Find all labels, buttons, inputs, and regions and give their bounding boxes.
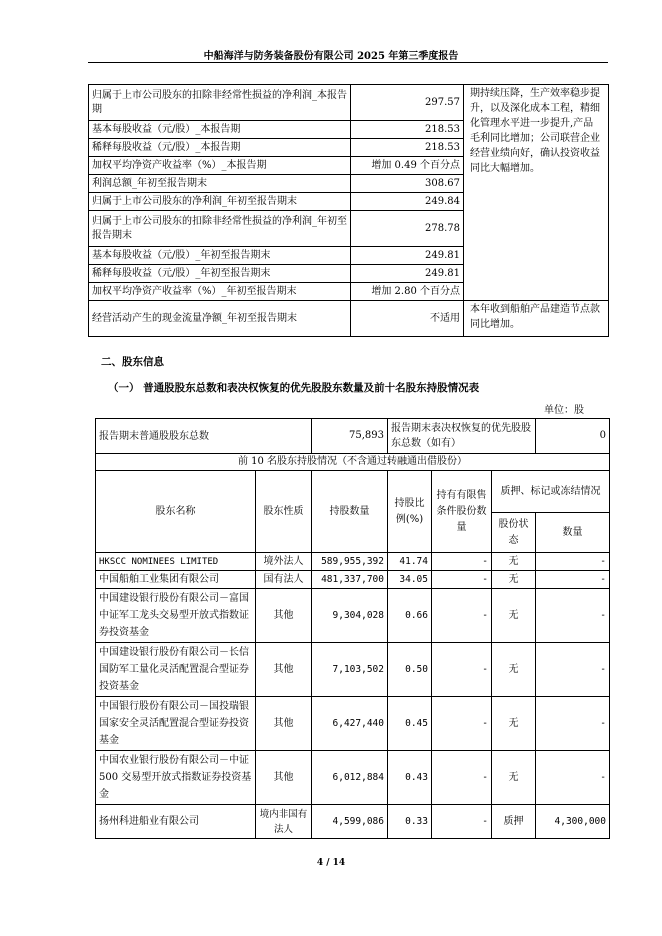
total-holders-label: 报告期末普通股股东总数 [96,419,312,454]
indicator-value: 218.53 [351,121,464,139]
holder-shares: 9,304,028 [312,589,388,643]
header-shares: 持股数量 [312,471,388,553]
table-row [96,643,610,697]
header-pledge: 质押、标记或冻结情况 [492,471,610,513]
section-title: 二、股东信息 [101,356,164,368]
indicator-value: 278.78 [351,211,464,247]
holder-name: HKSCC NOMINEES LIMITED [96,553,256,571]
holder-qty: 4,300,000 [536,805,610,839]
holder-ratio: 0.45 [388,697,432,751]
holder-qty: - [536,643,610,697]
unit-label: 单位：股 [544,405,584,416]
preferred-holders-label: 报告期末表决权恢复的优先股股东总数（如有） [388,419,536,454]
holder-ratio: 0.66 [388,589,432,643]
holder-shares: 6,427,440 [312,697,388,751]
report-header: 中船海洋与防务装备股份有限公司 2025 年第三季度报告 [203,51,459,62]
total-holders-value: 75,893 [312,419,388,454]
holder-nature: 境内非国有法人 [256,805,312,839]
table-row [96,571,610,589]
holder-qty: - [536,589,610,643]
holder-name: 中国银行股份有限公司－国投瑞银国家安全灵活配置混合型证券投资基金 [96,697,256,751]
table-row [96,805,610,839]
holder-restricted: - [432,643,492,697]
table-row [96,751,610,805]
header-pledge-qty: 数量 [536,513,610,553]
holder-nature: 其他 [256,697,312,751]
holder-restricted: - [432,553,492,571]
indicator-label: 加权平均净资产收益率（%）_本报告期 [89,157,351,175]
holder-shares: 7,103,502 [312,643,388,697]
holder-qty: - [536,571,610,589]
financial-indicators-table [88,84,609,337]
holder-qty: - [536,751,610,805]
indicator-value: 249.81 [351,265,464,283]
header-divider [88,62,608,63]
holder-shares: 481,337,700 [312,571,388,589]
holder-qty: - [536,553,610,571]
change-reason-text: 本年收到船舶产品建造节点款同比增加。 [464,301,609,337]
shareholders-table [95,418,610,839]
holder-ratio: 0.50 [388,643,432,697]
holder-restricted: - [432,697,492,751]
holder-shares: 4,599,086 [312,805,388,839]
table-row [96,553,610,571]
indicator-label: 稀释每股收益（元/股）_本报告期 [89,139,351,157]
holder-status: 无 [492,697,536,751]
holder-name: 中国建设银行股份有限公司－长信国防军工量化灵活配置混合型证券投资基金 [96,643,256,697]
holder-ratio: 0.43 [388,751,432,805]
holder-name: 中国农业银行股份有限公司－中证 500 交易型开放式指数证券投资基金 [96,751,256,805]
holder-restricted: - [432,589,492,643]
indicator-label: 利润总额_年初至报告期末 [89,175,351,193]
holder-nature: 国有法人 [256,571,312,589]
holder-name: 中国建设银行股份有限公司－富国中证军工龙头交易型开放式指数证券投资基金 [96,589,256,643]
holder-status: 质押 [492,805,536,839]
indicator-label: 经营活动产生的现金流量净额_年初至报告期末 [89,301,351,337]
holder-nature: 其他 [256,643,312,697]
holder-status: 无 [492,589,536,643]
indicator-value: 249.81 [351,247,464,265]
holder-shares: 589,955,392 [312,553,388,571]
holder-qty: - [536,697,610,751]
indicator-label: 基本每股收益（元/股）_本报告期 [89,121,351,139]
holder-status: 无 [492,643,536,697]
indicator-label: 归属于上市公司股东的扣除非经常性损益的净利润_本报告期 [89,85,351,121]
header-holder-name: 股东名称 [96,471,256,553]
indicator-label: 归属于上市公司股东的净利润_年初至报告期末 [89,193,351,211]
indicator-value: 249.84 [351,193,464,211]
indicator-label: 归属于上市公司股东的扣除非经常性损益的净利润_年初至报告期末 [89,211,351,247]
section-subtitle: （一） 普通股股东总数和表决权恢复的优先股股东数量及前十名股东持股情况表 [108,382,480,394]
indicator-value: 增加 2.80 个百分点 [351,283,464,301]
holder-nature: 其他 [256,589,312,643]
indicator-value: 308.67 [351,175,464,193]
holder-name: 扬州科进船业有限公司 [96,805,256,839]
change-reason-text: 期持续压降，生产效率稳步提升，以及深化成本工程，精细化管理水平进一步提升,产品毛利同比增加；公司联营企业经营业绩向好，确认投资收益同比大幅增加。 [464,85,609,301]
table-row [96,589,610,643]
indicator-label: 加权平均净资产收益率（%）_年初至报告期末 [89,283,351,301]
indicator-label: 稀释每股收益（元/股）_年初至报告期末 [89,265,351,283]
holder-ratio: 41.74 [388,553,432,571]
header-share-status: 股份状态 [492,513,536,553]
top10-title: 前 10 名股东持股情况（不含通过转融通出借股份） [96,454,610,471]
holder-status: 无 [492,553,536,571]
holder-nature: 其他 [256,751,312,805]
holder-status: 无 [492,571,536,589]
holder-name: 中国船舶工业集团有限公司 [96,571,256,589]
holder-ratio: 34.05 [388,571,432,589]
holder-nature: 境外法人 [256,553,312,571]
header-ratio: 持股比例(%) [388,471,432,553]
header-restricted: 持有有限售条件股份数量 [432,471,492,553]
indicator-label: 基本每股收益（元/股）_年初至报告期末 [89,247,351,265]
holder-restricted: - [432,751,492,805]
indicator-value: 不适用 [351,301,464,337]
holder-shares: 6,012,884 [312,751,388,805]
header-holder-nature: 股东性质 [256,471,312,553]
holder-restricted: - [432,571,492,589]
page-number: 4 / 14 [316,858,346,868]
table-row [96,697,610,751]
holder-ratio: 0.33 [388,805,432,839]
indicator-value: 增加 0.49 个百分点 [351,157,464,175]
preferred-holders-value: 0 [536,419,610,454]
holder-restricted: - [432,805,492,839]
holder-status: 无 [492,751,536,805]
indicator-value: 297.57 [351,85,464,121]
indicator-value: 218.53 [351,139,464,157]
